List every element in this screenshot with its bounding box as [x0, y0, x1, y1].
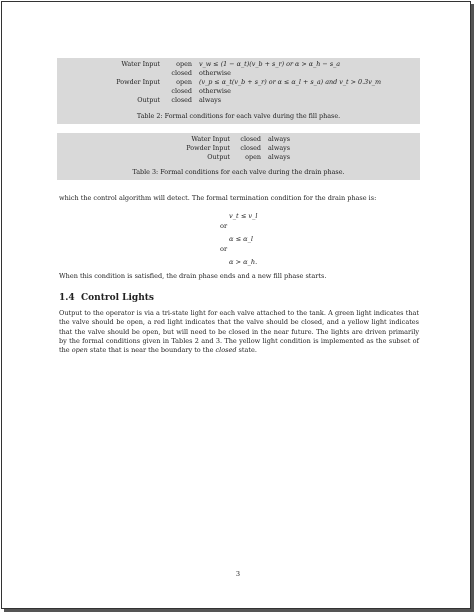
table-row-state: closed [240, 135, 261, 143]
after-paragraph: When this condition is satisfied, the drain phase ends and a new fill phase starts. [59, 272, 327, 280]
table-row-state: open [176, 78, 192, 86]
equation-or: or [220, 222, 228, 230]
page-number: 3 [235, 570, 241, 578]
table-caption: Table 2: Formal conditions for each valve during the fill phase. [136, 112, 341, 120]
table-row-state: closed [171, 69, 192, 77]
table-row-label: Output [137, 96, 160, 104]
table-row-condition: always [268, 153, 291, 161]
table-row-label: Powder Input [116, 78, 160, 86]
intro-paragraph: which the control algorithm will detect. The formal termination condition for the drain phase is: [59, 194, 377, 202]
table-row-condition: always [268, 144, 291, 152]
equation-2: α ≤ α_l [229, 235, 254, 243]
table-row-state: closed [240, 144, 261, 152]
section-heading [59, 293, 154, 303]
table-caption: Table 3: Formal conditions for each valve during the drain phase. [132, 168, 345, 176]
table-row-condition: (v_p ≤ α_t(v_b + s_r) or α ≤ α_l + s_a) and v_t > 0.3v_m [199, 78, 382, 86]
table-row-label: Powder Input [186, 144, 230, 152]
table-row-condition: v_w ≤ (1 − α_t)(v_b + s_r) or α > α_h − s_a [199, 60, 341, 68]
table-3 [57, 133, 420, 180]
equation-1: v_t ≤ v_l [229, 212, 258, 220]
table-row-state: open [176, 60, 192, 68]
table-row-condition: always [268, 135, 291, 143]
section-title: Control Lights [81, 293, 154, 303]
table-row-label: Output [207, 153, 230, 161]
table-2 [57, 58, 420, 124]
body-paragraph: Output to the operator is via a tri-state light for each valve attached to the tank. A green light indicates that the valve should be open, a red light indicates that the valve should be closed, and a yellow light indicates that the valve should be open, but will need to be closed in the near future. The lights are driven primarily by the formal conditions given in Tables 2 and 3. The yellow light condition is implemented as the subset of the open state that is near the boundary to the closed state. [59, 309, 419, 355]
table-row-state: closed [171, 87, 192, 95]
equation-or: or [220, 245, 228, 253]
section-number: 1.4 [59, 293, 75, 303]
table-row-label: Water Input [191, 135, 230, 143]
table-row-label: Water Input [121, 60, 160, 68]
table-row-state: open [245, 153, 261, 161]
table-row-state: closed [171, 96, 192, 104]
equation-3: α > α_h. [229, 258, 258, 266]
table-row-condition: otherwise [199, 87, 231, 95]
table-row-condition: otherwise [199, 69, 231, 77]
table-row-condition: always [199, 96, 222, 104]
